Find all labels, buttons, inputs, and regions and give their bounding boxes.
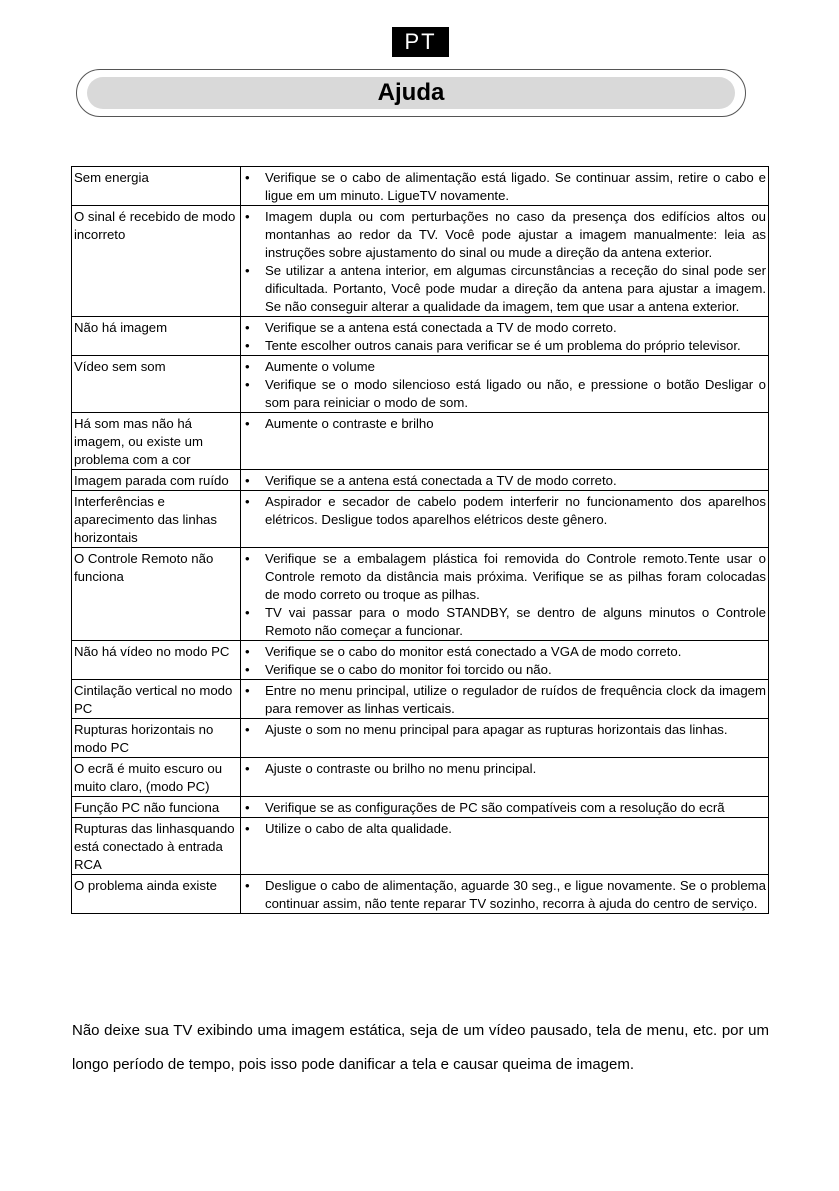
table-row: [72, 797, 769, 818]
table-row: [72, 818, 769, 875]
solution-list: [243, 319, 766, 355]
solution-item: • Verifique se a antena está conectada a TV de modo correto.: [243, 472, 766, 490]
table-row: [72, 356, 769, 413]
table-row: [72, 470, 769, 491]
solution-item: • Imagem dupla ou com perturbações no caso da presença dos edifícios altos ou montanhas ao redor da TV. Você pode ajustar a imagem manualmente: leia as instruções sobre ajustamento do sinal ou mude a direção da antena exterior.: [243, 208, 766, 262]
solution-item: • Verifique se a antena está conectada a TV de modo correto.: [243, 319, 766, 337]
problem-cell: Rupturas horizontais no modo PC: [72, 719, 241, 758]
solution-item: • Verifique se o cabo de alimentação está ligado. Se continuar assim, retire o cabo e ligue em um minuto. LigueTV novamente.: [243, 169, 766, 205]
solution-cell: [241, 875, 769, 914]
problem-cell: Função PC não funciona: [72, 797, 241, 818]
table-row: [72, 206, 769, 317]
table-row: [72, 491, 769, 548]
solution-cell: [241, 818, 769, 875]
solution-cell: [241, 548, 769, 641]
table-row: [72, 758, 769, 797]
solution-list: [243, 472, 766, 490]
table-row: [72, 413, 769, 470]
problem-cell: Imagem parada com ruído: [72, 470, 241, 491]
solution-item: • Ajuste o som no menu principal para apagar as rupturas horizontais das linhas.: [243, 721, 766, 739]
solution-cell: [241, 797, 769, 818]
solution-cell: [241, 317, 769, 356]
solution-cell: [241, 413, 769, 470]
solution-cell: [241, 356, 769, 413]
solution-list: [243, 493, 766, 529]
solution-list: [243, 760, 766, 778]
problem-cell: Há som mas não há imagem, ou existe um problema com a cor: [72, 413, 241, 470]
troubleshooting-table: [71, 166, 769, 914]
solution-item: • Verifique se o modo silencioso está ligado ou não, e pressione o botão Desligar o som para reiniciar o modo de som.: [243, 376, 766, 412]
solution-cell: [241, 470, 769, 491]
solution-item: • Aumente o volume: [243, 358, 766, 376]
problem-cell: Sem energia: [72, 167, 241, 206]
solution-item: • Aumente o contraste e brilho: [243, 415, 766, 433]
solution-cell: [241, 491, 769, 548]
problem-cell: Não há imagem: [72, 317, 241, 356]
solution-item: • Verifique se o cabo do monitor foi torcido ou não.: [243, 661, 766, 679]
problem-cell: O problema ainda existe: [72, 875, 241, 914]
solution-item: • Verifique se o cabo do monitor está conectado a VGA de modo correto.: [243, 643, 766, 661]
solution-list: [243, 682, 766, 718]
problem-cell: O ecrã é muito escuro ou muito claro, (modo PC): [72, 758, 241, 797]
solution-item: • Se utilizar a antena interior, em algumas circunstâncias a receção do sinal pode ser dificultada. Portanto, Você pode mudar a direção da antena para ajustar a imagem. Se não conseguir alterar a qualidade da imagem, tem que usar a antena exterior.: [243, 262, 766, 316]
solution-list: [243, 358, 766, 412]
solution-list: [243, 550, 766, 640]
solution-list: [243, 820, 766, 838]
solution-item: • Aspirador e secador de cabelo podem interferir no funcionamento dos aparelhos elétricos. Desligue todos aparelhos elétricos deste gênero.: [243, 493, 766, 529]
footer-note: Não deixe sua TV exibindo uma imagem estática, seja de um vídeo pausado, tela de menu, etc. por um longo período de tempo, pois isso pode danificar a tela e causar queima de imagem.: [72, 1022, 769, 1073]
problem-cell: O sinal é recebido de modo incorreto: [72, 206, 241, 317]
solution-list: [243, 643, 766, 679]
solution-list: [243, 169, 766, 205]
table-row: [72, 719, 769, 758]
language-badge: PT: [392, 27, 449, 57]
table-row: [72, 548, 769, 641]
solution-cell: [241, 167, 769, 206]
troubleshooting-table-body: [72, 167, 769, 914]
problem-cell: Não há vídeo no modo PC: [72, 641, 241, 680]
table-row: [72, 680, 769, 719]
solution-cell: [241, 641, 769, 680]
solution-item: • Entre no menu principal, utilize o regulador de ruídos de frequência clock da imagem para remover as linhas verticais.: [243, 682, 766, 718]
solution-list: [243, 415, 766, 433]
solution-cell: [241, 680, 769, 719]
solution-list: [243, 721, 766, 739]
problem-cell: O Controle Remoto não funciona: [72, 548, 241, 641]
solution-item: • Utilize o cabo de alta qualidade.: [243, 820, 766, 838]
solution-cell: [241, 758, 769, 797]
solution-item: • Desligue o cabo de alimentação, aguarde 30 seg., e ligue novamente. Se o problema continuar assim, não tente reparar TV sozinho, recorra à ajuda do centro de serviço.: [243, 877, 766, 913]
problem-cell: Cintilação vertical no modo PC: [72, 680, 241, 719]
table-row: [72, 317, 769, 356]
solution-cell: [241, 206, 769, 317]
solution-item: • Verifique se a embalagem plástica foi removida do Controle remoto.Tente usar o Controle remoto da distância mais próxima. Verifique se as pilhas foram colocadas de modo correto ou troque as pilhas.: [243, 550, 766, 604]
solution-list: [243, 208, 766, 316]
solution-item: • Verifique se as configurações de PC são compatíveis com a resolução do ecrã: [243, 799, 766, 817]
solution-cell: [241, 719, 769, 758]
problem-cell: Rupturas das linhasquando está conectado à entrada RCA: [72, 818, 241, 875]
solution-list: [243, 799, 766, 817]
solution-item: • Ajuste o contraste ou brilho no menu principal.: [243, 760, 766, 778]
table-row: [72, 641, 769, 680]
table-row: [72, 167, 769, 206]
problem-cell: Interferências e aparecimento das linhas horizontais: [72, 491, 241, 548]
solution-item: • Tente escolher outros canais para verificar se é um problema do próprio televisor.: [243, 337, 766, 355]
title-banner-inner: [87, 77, 735, 109]
problem-cell: Vídeo sem som: [72, 356, 241, 413]
title-banner: [76, 69, 746, 117]
solution-item: • TV vai passar para o modo STANDBY, se dentro de alguns minutos o Controle Remoto não começar a funcionar.: [243, 604, 766, 640]
page-title: Ajuda: [377, 79, 445, 106]
solution-list: [243, 877, 766, 913]
table-row: [72, 875, 769, 914]
